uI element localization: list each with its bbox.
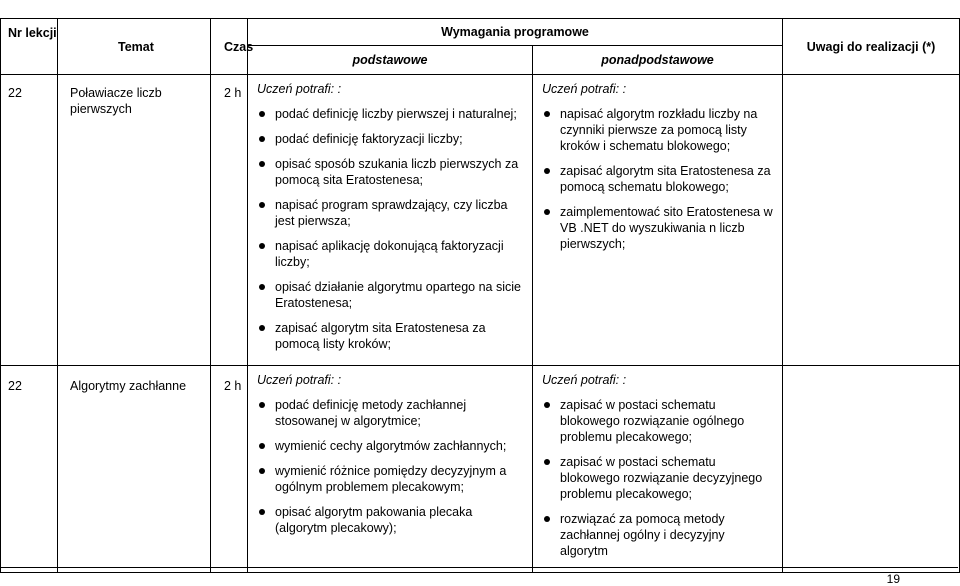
bullet-icon [259, 161, 265, 167]
notes-cell [783, 366, 960, 573]
bullet-icon [259, 325, 265, 331]
bullet-icon [259, 111, 265, 117]
list-item: wymienić cechy algorytmów zachłannych; [257, 438, 524, 454]
lesson-number: 22 [1, 366, 58, 573]
lesson-number: 22 [1, 75, 58, 366]
list-item: podać definicję metody zachłannej stosowanej w algorytmice; [257, 397, 524, 429]
header-nr: Nr lekcji [1, 19, 58, 75]
bullet-icon [259, 243, 265, 249]
list-item: napisać algorytm rozkładu liczby na czynniki pierwsze za pomocą listy kroków i schematu blokowego; [542, 106, 774, 154]
list-item: opisać działanie algorytmu opartego na sicie Eratostenesa; [257, 279, 524, 311]
header-wymagania: Wymagania programowe [248, 19, 783, 46]
list-item: zapisać algorytm sita Eratostenesa za pomocą listy kroków; [257, 320, 524, 352]
bullet-icon [544, 516, 550, 522]
header-uwagi: Uwagi do realizacji (*) [783, 19, 960, 75]
bullet-icon [544, 168, 550, 174]
header-czas: Czas [211, 19, 248, 75]
list-item: wymienić różnice pomiędzy decyzyjnym a ogólnym problemem plecakowym; [257, 463, 524, 495]
basic-requirements [248, 366, 533, 573]
lesson-time: 2 h [211, 366, 248, 573]
bullet-icon [544, 459, 550, 465]
list-item: rozwiązać za pomocą metody zachłannej ogólny i decyzyjny algorytm [542, 511, 774, 559]
extended-requirements [533, 366, 783, 573]
requirements-intro: Uczeń potrafi: : [542, 373, 627, 387]
basic-requirements [248, 75, 533, 366]
bullet-icon [544, 111, 550, 117]
bullet-icon [544, 209, 550, 215]
header-ponadpodstawowe: ponadpodstawowe [533, 46, 783, 75]
list-item: zapisać w postaci schematu blokowego rozwiązanie decyzyjnego problemu plecakowego; [542, 454, 774, 502]
notes-cell [783, 75, 960, 366]
requirements-intro: Uczeń potrafi: : [542, 82, 627, 96]
list-item: zapisać algorytm sita Eratostenesa za pomocą schematu blokowego; [542, 163, 774, 195]
list-item: napisać aplikację dokonującą faktoryzacji liczby; [257, 238, 524, 270]
requirements-intro: Uczeń potrafi: : [257, 373, 342, 387]
bullet-icon [259, 402, 265, 408]
lesson-topic: Algorytmy zachłanne [58, 366, 211, 573]
list-item: napisać program sprawdzający, czy liczba jest pierwsza; [257, 197, 524, 229]
list-item: zapisać w postaci schematu blokowego rozwiązanie ogólnego problemu plecakowego; [542, 397, 774, 445]
bullet-icon [259, 509, 265, 515]
table-row [1, 75, 960, 366]
header-temat: Temat [58, 19, 211, 75]
curriculum-table [0, 18, 960, 573]
bullet-icon [259, 202, 265, 208]
requirements-intro: Uczeń potrafi: : [257, 82, 342, 96]
bullet-icon [259, 468, 265, 474]
list-item: podać definicję faktoryzacji liczby; [257, 131, 524, 147]
list-item: podać definicję liczby pierwszej i naturalnej; [257, 106, 524, 122]
table-row [1, 366, 960, 573]
list-item: zaimplementować sito Eratostenesa w VB .NET do wyszukiwania n liczb pierwszych; [542, 204, 774, 252]
page-number: 19 [886, 572, 900, 586]
lesson-time: 2 h [211, 75, 248, 366]
bullet-icon [544, 402, 550, 408]
bullet-icon [259, 443, 265, 449]
list-item: opisać sposób szukania liczb pierwszych za pomocą sita Eratostenesa; [257, 156, 524, 188]
bullet-icon [259, 284, 265, 290]
bullet-icon [259, 136, 265, 142]
lesson-topic: Poławiacze liczb pierwszych [58, 75, 211, 366]
page-divider [0, 567, 958, 568]
extended-requirements [533, 75, 783, 366]
list-item: opisać algorytm pakowania plecaka (algorytm plecakowy); [257, 504, 524, 536]
header-podstawowe: podstawowe [248, 46, 533, 75]
